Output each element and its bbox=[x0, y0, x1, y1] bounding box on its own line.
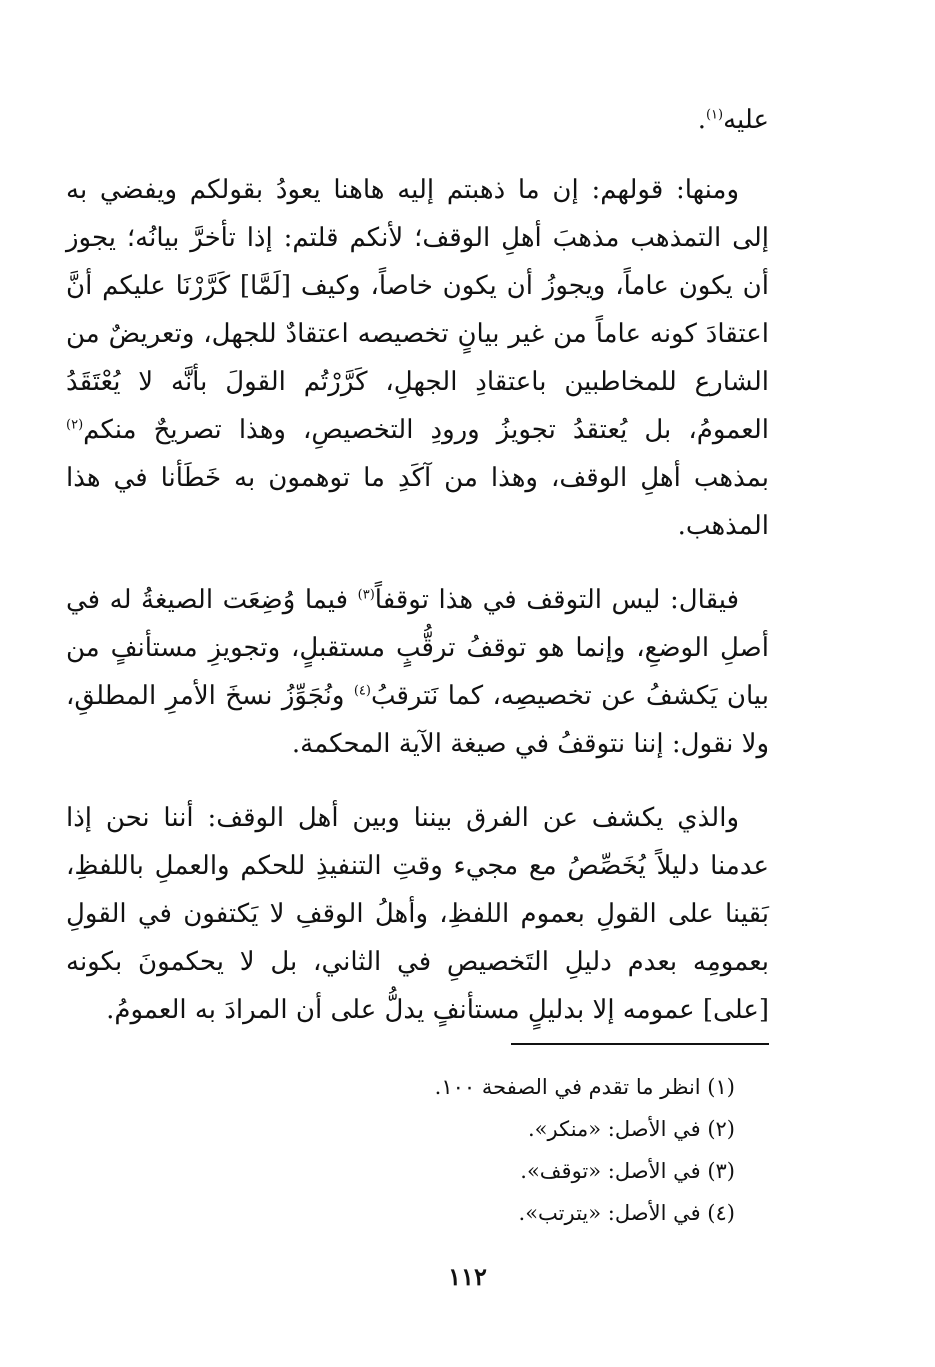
footnote-ref-1: (١) bbox=[705, 107, 724, 123]
page-number: ١١٢ bbox=[448, 1262, 487, 1291]
footnote-separator bbox=[511, 1043, 769, 1045]
paragraph-3 bbox=[66, 794, 769, 1034]
footnote-ref-3: (٣) bbox=[357, 587, 375, 603]
footnote-1: (١) انظر ما تقدم في الصفحة ١٠٠. bbox=[434, 1075, 735, 1099]
paragraph-2 bbox=[66, 576, 769, 768]
paragraph-2-rest: ونُجَوِّزُ نسخَ الأمرِ المطلقِ، ولا نقول: إننا نتوقفُ في صيغة الآية المحكمة. bbox=[66, 681, 769, 759]
paragraph-intro bbox=[66, 96, 769, 144]
paragraph-1-rest: بمذهب أهلِ الوقف، وهذا من آكَدِ ما توهمون به خَطَأنا في هذا المذهب. bbox=[66, 463, 769, 541]
footnote-3: (٣) في الأصل: «توقف». bbox=[520, 1159, 735, 1183]
footnote-ref-2: (٢) bbox=[66, 417, 84, 433]
footnote-ref-4: (٤) bbox=[353, 683, 371, 699]
paragraph-2-mid: فيما وُضِعَت الصيغةُ له في أصلِ الوضعِ، وإنما هو توقفُ ترقُّبٍ مستقبلٍ، وتجويزِ مستأنفٍ من بيان يَكشفُ عن تخصيصِه، كما نَترقبُ bbox=[66, 585, 769, 711]
footnote-4: (٤) في الأصل: «يترتب». bbox=[518, 1201, 735, 1225]
paragraph-2-text: فيقال: ليس التوقف في هذا توقفاً bbox=[374, 585, 739, 615]
footnote-2: (٢) في الأصل: «منكر». bbox=[527, 1117, 735, 1141]
paragraph-1 bbox=[66, 166, 769, 550]
paragraph-1-text: ومنها: قولهم: إن ما ذهبتم إليه هاهنا يعودُ بقولكم ويفضي به إلى التمذهب مذهبَ أهلِ الوقف؛ لأنكم قلتم: إذا تأخرَّ بيانُه؛ يجوز أن يكون عاماً، ويجوزُ أن يكون خاصاً، وكيف [لَمَّا] كَرَّرْنَا عليكم أنَّ اعتقادَ كونه عاماً من غير بيانٍ تخصيصه اعتقادٌ للجهل، وتعريضٌ من الشارع للمخاطبين باعتقادِ الجهلِ، كَرَّرْتُم القولَ بأنَّه لا يُعْتَقَدُ العمومُ، بل يُعتقدُ تجويزُ ورودِ التخصيصِ، وهذا تصريحٌ منكم bbox=[66, 175, 769, 445]
intro-end: . bbox=[697, 105, 706, 135]
footnotes bbox=[66, 1066, 735, 1234]
intro-text: عليه bbox=[723, 105, 769, 135]
main-text bbox=[66, 96, 769, 1034]
paragraph-3-text: والذي يكشف عن الفرق بيننا وبين أهل الوقف: أننا نحن إذا عدمنا دليلاً يُخَصِّصُ مع مجيء وقتِ التنفيذِ للحكم والعملِ باللفظِ، بَقينا على القولِ بعموم اللفظِ، وأهلُ الوقفِ لا يَكتفون في القولِ بعمومِه بعدم دليلِ التَخصيصِ في الثاني، بل لا يحكمونَ بكونه [على] عمومه إلا بدليلٍ مستأنفٍ يدلُّ على أن المرادَ به العمومُ. bbox=[66, 803, 769, 1025]
